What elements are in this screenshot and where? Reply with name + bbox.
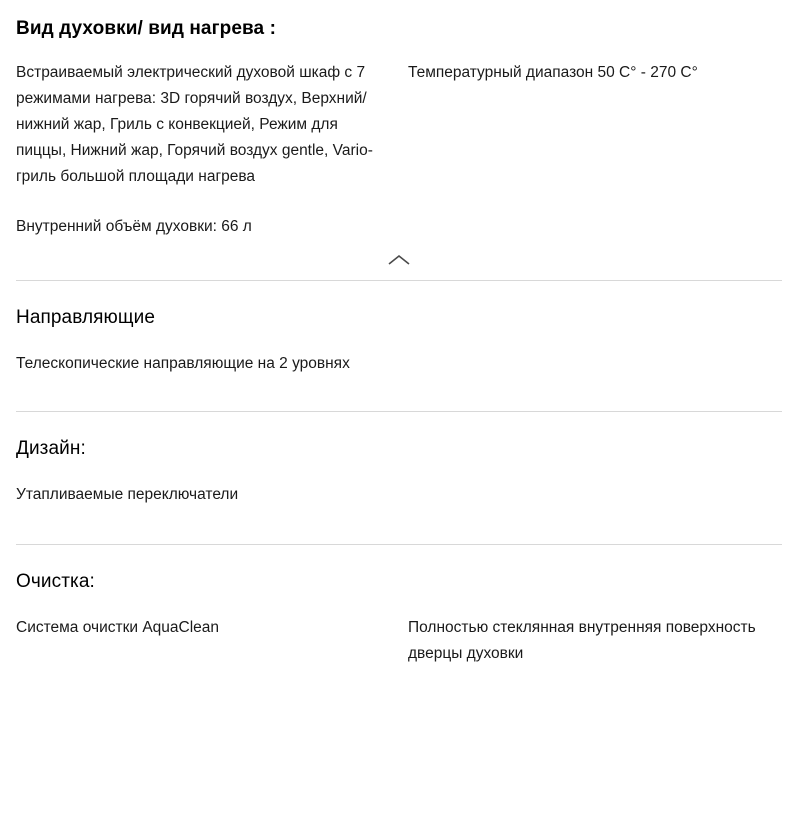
chevron-up-icon[interactable] bbox=[388, 254, 410, 266]
oven-type-right-column bbox=[408, 60, 782, 86]
cleaning-left-text: Система очистки AquaClean bbox=[16, 619, 220, 636]
section-design bbox=[0, 412, 798, 544]
design-left-column bbox=[16, 482, 408, 508]
cleaning-left-column bbox=[16, 615, 408, 641]
section-title-cleaning: Очистка: bbox=[16, 571, 95, 592]
section-title-design: Дизайн: bbox=[16, 438, 86, 459]
oven-type-right-text: Температурный диапазон 50 C° - 270 C° bbox=[408, 64, 698, 81]
section-body-oven-type bbox=[16, 40, 782, 190]
oven-volume-text: Внутренний объём духовки: 66 л bbox=[16, 218, 252, 235]
collapse-toggle-button[interactable] bbox=[0, 240, 798, 280]
section-cleaning bbox=[0, 545, 798, 667]
oven-type-left-column bbox=[16, 60, 408, 190]
cleaning-right-text: Полностью стеклянная внутренняя поверхность дверцы духовки bbox=[408, 619, 756, 662]
runners-left-text: Телескопические направляющие на 2 уровнях bbox=[16, 355, 350, 372]
section-title-runners: Направляющие bbox=[16, 307, 156, 328]
oven-volume-row bbox=[16, 190, 782, 240]
design-left-text: Утапливаемые переключатели bbox=[16, 486, 239, 503]
section-body-runners bbox=[16, 329, 782, 411]
section-title-oven-type: Вид духовки/ вид нагрева : bbox=[16, 18, 276, 39]
section-body-design bbox=[16, 460, 782, 544]
section-oven-type bbox=[0, 0, 798, 240]
runners-left-column bbox=[16, 351, 408, 377]
section-runners bbox=[0, 281, 798, 411]
oven-type-left-text: Встраиваемый электрический духовой шкаф с 7 режимами нагрева: 3D горячий воздух, Верхний/нижний жар, Гриль с конвекцией, Режим для пиццы, Нижний жар, Горячий воздух gentle, Vario-гриль большой площади нагрева bbox=[16, 64, 373, 185]
section-body-cleaning bbox=[16, 593, 782, 667]
cleaning-right-column bbox=[408, 615, 782, 667]
